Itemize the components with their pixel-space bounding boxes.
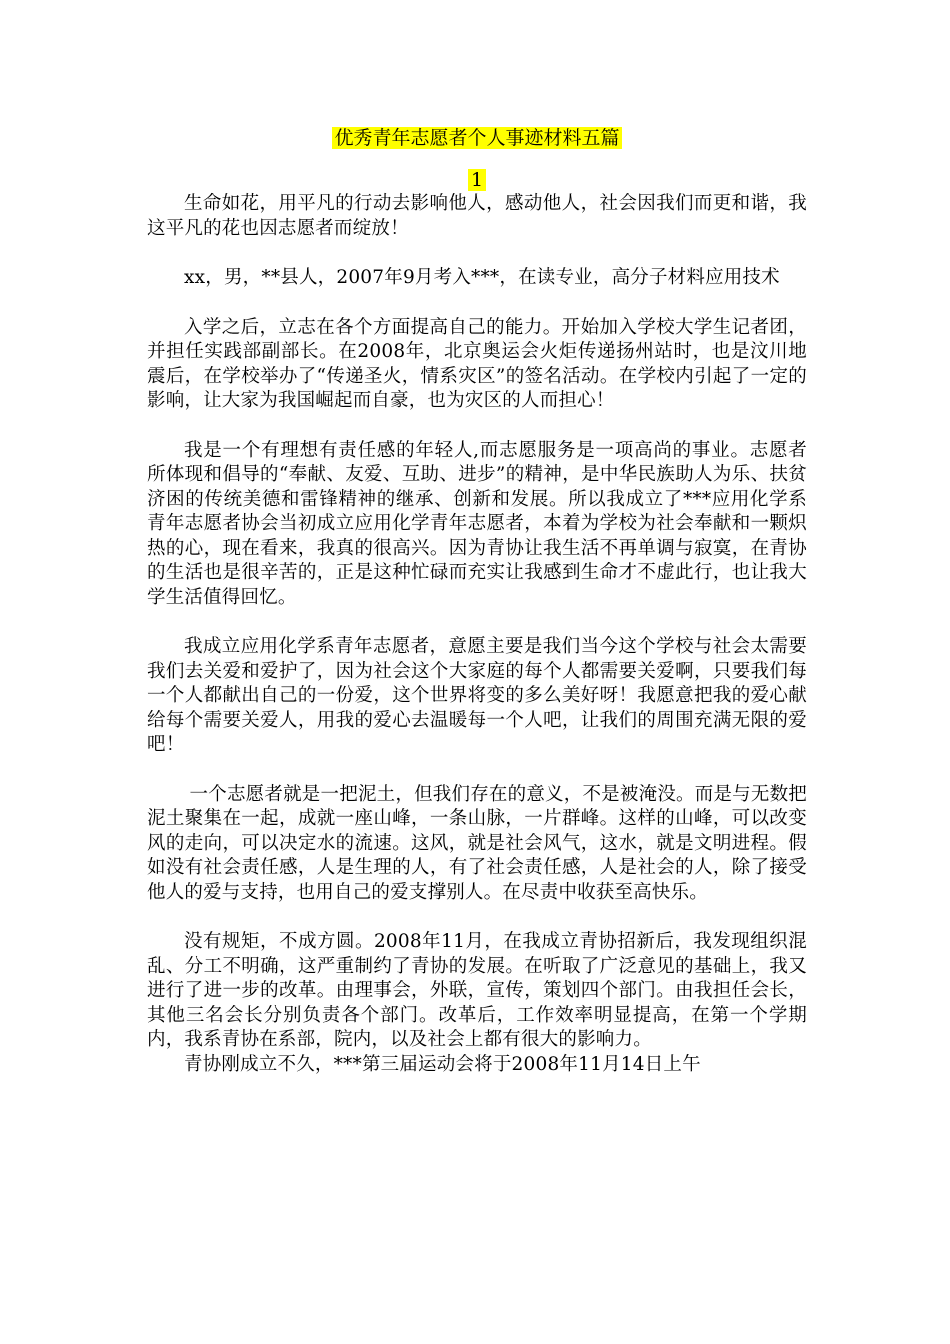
- paragraph-7: 没有规矩，不成方圆。2008年11月，在我成立青协招新后，我发现组织混乱、分工不明确，这严重制约了青协的发展。在听取了广泛意见的基础上，我又进行了进一步的改革。由理事会，外联，宣传，策划四个部门。由我担任会长，其他三名会长分别负责各个部门。改革后，工作效率明显提高，在第一个学期内，我系青协在系部，院内，以及社会上都有很大的影响力。: [147, 931, 807, 1050]
- document-title: 优秀青年志愿者个人事迹材料五篇: [334, 127, 620, 149]
- paragraph-1: 生命如花，用平凡的行动去影响他人，感动他人，社会因我们而更和谐，我这平凡的花也因志愿者而绽放！: [147, 193, 807, 239]
- document-page: [147, 124, 807, 1077]
- paragraph-2: xx，男，**县人，2007年9月考入***，在读专业，高分子材料应用技术: [184, 267, 780, 288]
- paragraph-8: 青协刚成立不久，***第三届运动会将于2008年11月14日上午: [184, 1053, 701, 1075]
- paragraph-6: 一个志愿者就是一把泥土，但我们存在的意义，不是被淹没。而是与无数把泥土聚集在一起，成就一座山峰，一条山脉，一片群峰。这样的山峰，可以改变风的走向，可以决定水的流速。这风，就是社会风气，这水，就是文明进程。假如没有社会责任感，人是生理的人，有了社会责任感，人是社会的人，除了接受他人的爱与支持，也用自己的爱支撑别人。在尽责中收获至高快乐。: [147, 783, 807, 903]
- title-block: [147, 124, 807, 152]
- paragraph-4: 我是一个有理想有责任感的年轻人,而志愿服务是一项高尚的事业。志愿者所体现和倡导的“奉献、友爱、互助、进步”的精神，是中华民族助人为乐、扶贫济困的传统美德和雷锋精神的继承、创新和发展。所以我成立了***应用化学系青年志愿者协会当初成立应用化学青年志愿者，本着为学校为社会奉献和一颗炽热的心，现在看来，我真的很高兴。因为青协让我生活不再单调与寂寞，在青协的生活也是很辛苦的，正是这种忙碌而充实让我感到生命才不虚此行，也让我大学生活值得回忆。: [147, 439, 807, 608]
- section-number-block: [147, 168, 807, 192]
- paragraph-5: 我成立应用化学系青年志愿者，意愿主要是我们当今这个学校与社会太需要我们去关爱和爱护了，因为社会这个大家庭的每个人都需要关爱啊，只要我们每一个人都献出自己的一份爱，这个世界将变的多么美好呀！我愿意把我的爱心献给每个需要关爱人，用我的爱心去温暖每一个人吧，让我们的周围充满无限的爱吧！: [147, 636, 807, 755]
- section-number: 1: [468, 169, 486, 191]
- paragraph-3: 入学之后，立志在各个方面提高自己的能力。开始加入学校大学生记者团，并担任实践部副部长。在2008年，北京奥运会火炬传递扬州站时，也是汶川地震后，在学校举办了“传递圣火，情系灾区”的签名活动。在学校内引起了一定的影响，让大家为我国崛起而自豪，也为灾区的人而担心！: [147, 316, 807, 411]
